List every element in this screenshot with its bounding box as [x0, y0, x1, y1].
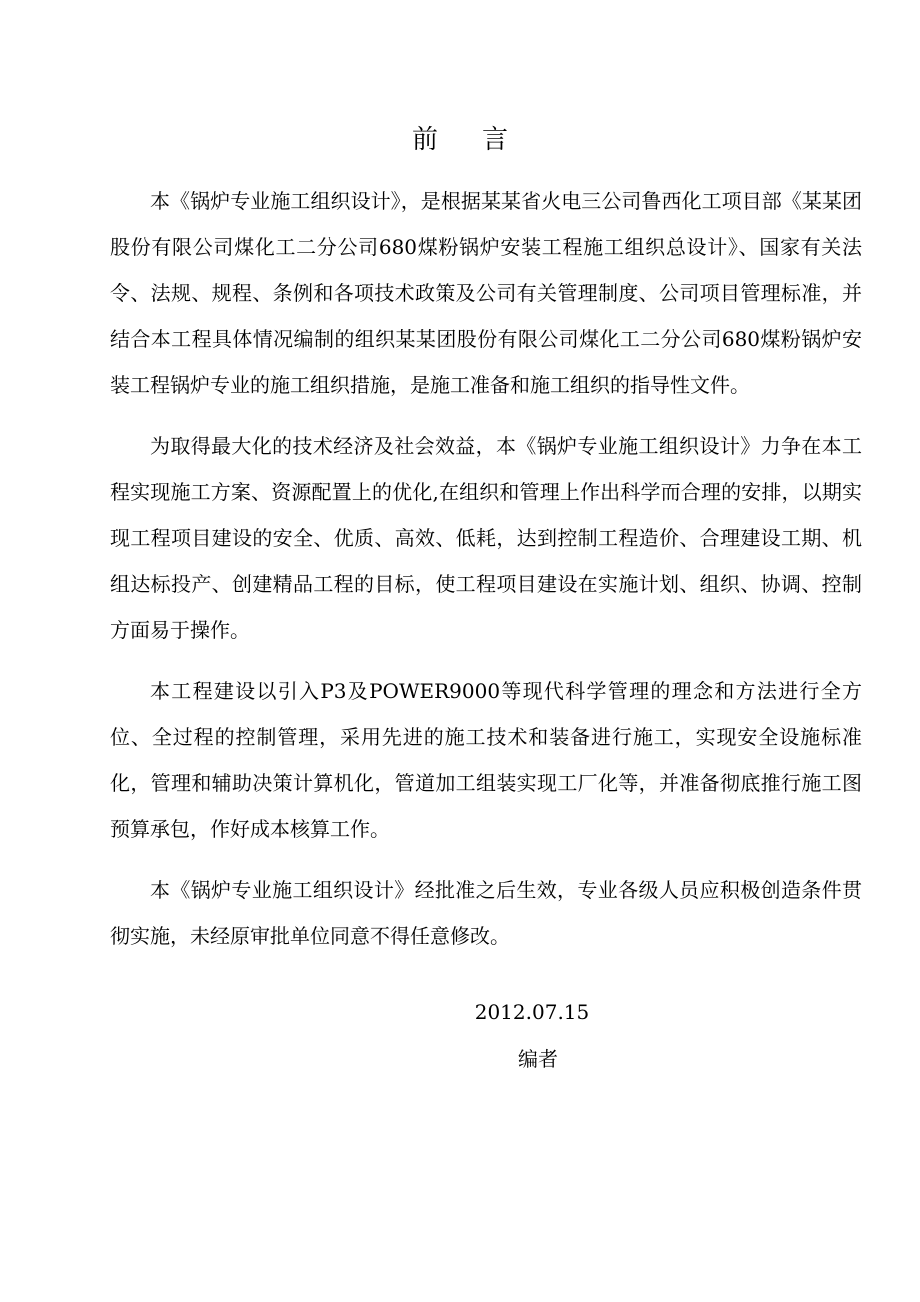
- preface-body: [110, 178, 862, 974]
- document-author: 编者: [518, 1047, 558, 1071]
- paragraph-2: 为取得最大化的技术经济及社会效益，本《锅炉专业施工组织设计》力争在本工程实现施工方案、资源配置上的优化,在组织和管理上作出科学而合理的安排，以期实现工程项目建设的安全、优质、高效、低耗，达到控制工程造价、合理建设工期、机组达标投产、创建精品工程的目标，使工程项目建设在实施计划、组织、协调、控制方面易于操作。: [110, 434, 862, 642]
- page-title: 前言: [411, 125, 552, 155]
- document-date: 2012.07.15: [474, 1000, 590, 1024]
- paragraph-1: 本《锅炉专业施工组织设计》，是根据某某省火电三公司鲁西化工项目部《某某团股份有限公司煤化工二分公司680煤粉锅炉安装工程施工组织总设计》、国家有关法令、法规、规程、条例和各项技术政策及公司有关管理制度、公司项目管理标准，并结合本工程具体情况编制的组织某某团股份有限公司煤化工二分公司680煤粉锅炉安装工程锅炉专业的施工组织措施，是施工准备和施工组织的指导性文件。: [110, 189, 862, 397]
- paragraph-4: 本《锅炉专业施工组织设计》经批准之后生效，专业各级人员应积极创造条件贯彻实施，未经原审批单位同意不得任意修改。: [110, 878, 862, 948]
- paragraph-3: 本工程建设以引入P3及POWER9000等现代科学管理的理念和方法进行全方位、全过程的控制管理，采用先进的施工技术和装备进行施工，实现安全设施标准化，管理和辅助决策计算机化，管道加工组装实现工厂化等，并准备彻底推行施工图预算承包，作好成本核算工作。: [110, 679, 862, 841]
